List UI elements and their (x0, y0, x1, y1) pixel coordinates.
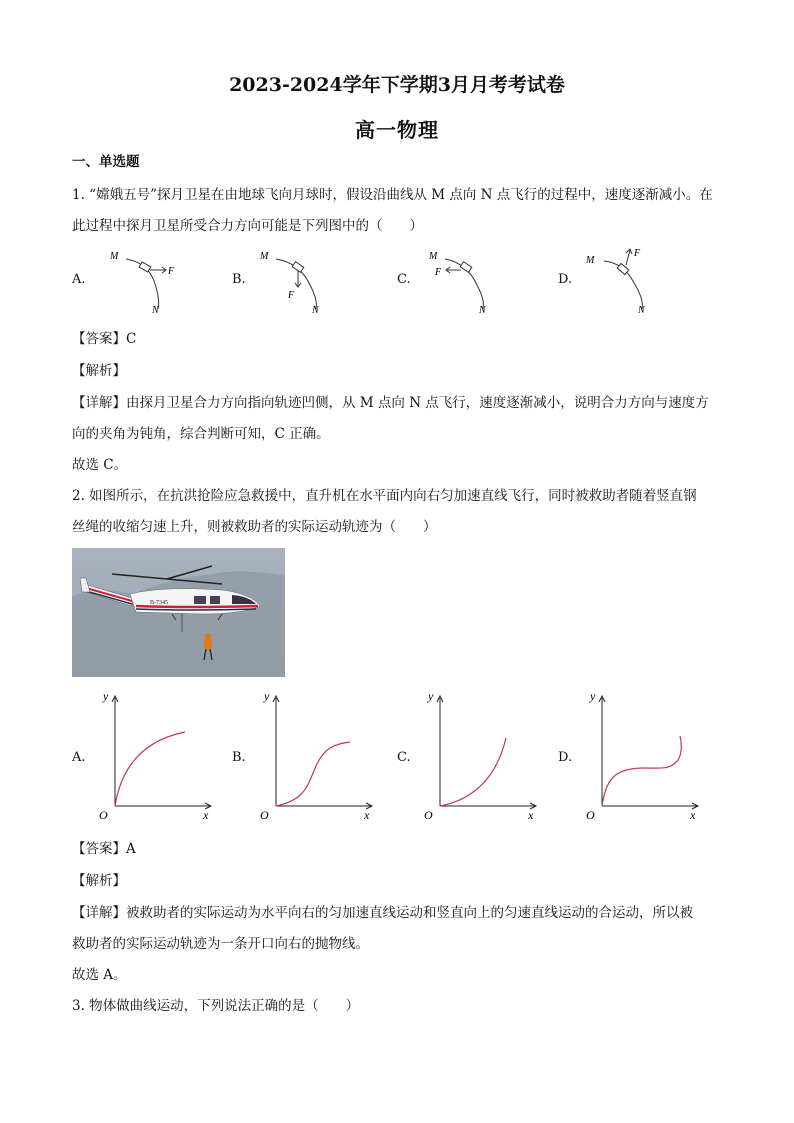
q2-stem-line1: 2. 如图所示，在抗洪抢险应急救援中，直升机在水平面内向右匀加速直线飞行，同时被救助者随着竖直钢 (72, 488, 697, 504)
x-axis-label: x (690, 808, 696, 822)
helicopter-rescue-image (72, 548, 285, 677)
q1-stem-line2: 此过程中探月卫星所受合力方向可能是下列图中的（ ） (72, 218, 423, 234)
origin-label: O (424, 808, 433, 822)
q2-option-c-label: C. (397, 750, 411, 765)
section-heading: 一、单选题 (72, 154, 140, 170)
q1-option-d-figure (574, 245, 674, 317)
q2-option-c-graph (420, 688, 550, 823)
x-axis-label: x (528, 808, 534, 822)
trajectory-curve (440, 738, 506, 806)
q1-option-b-figure (248, 245, 348, 317)
q2-option-a-graph (95, 688, 225, 823)
point-n-label: N (152, 305, 159, 316)
satellite-icon (460, 262, 472, 273)
y-axis-label: y (264, 689, 270, 703)
origin-label: O (99, 808, 108, 822)
q2-option-b-graph (256, 688, 386, 823)
q1-option-c-label: C. (397, 272, 411, 287)
force-label: F (435, 267, 442, 278)
satellite-icon (292, 262, 304, 273)
q1-detail-line2: 向的夹角为钝角，综合判断可知，C 正确。 (72, 426, 330, 442)
origin-label: O (260, 808, 269, 822)
point-n-label: N (638, 305, 645, 316)
satellite-icon (139, 262, 151, 272)
point-n-label: N (479, 305, 486, 316)
force-label: F (288, 290, 295, 301)
trajectory-curve (115, 732, 185, 806)
q2-analysis-label: 【解析】 (72, 873, 126, 889)
y-axis-label: y (590, 689, 596, 703)
point-m-label: M (429, 251, 438, 262)
q2-detail-line1: 【详解】被救助者的实际运动为水平向右的匀加速直线运动和竖直向上的匀速直线运动的合运动，所以被 (72, 905, 693, 921)
q2-option-d-graph (582, 688, 712, 823)
x-axis-label: x (203, 808, 209, 822)
q1-analysis-label: 【解析】 (72, 363, 126, 379)
q3-stem-line1: 3. 物体做曲线运动，下列说法正确的是（ ） (72, 998, 360, 1014)
q1-stem-line1: 1. “嫦娥五号”探月卫星在由地球飞向月球时，假设沿曲线从 M 点向 N 点飞行的过程中，速度逐渐减小。在 (72, 187, 713, 203)
q1-conclusion: 故选 C。 (72, 457, 128, 473)
q1-detail-line1: 【详解】由探月卫星合力方向指向轨迹凹侧，从 M 点向 N 点飞行，速度逐渐减小，说明合力方向与速度方 (72, 395, 709, 411)
force-label: F (634, 248, 641, 259)
point-m-label: M (586, 255, 595, 266)
origin-label: O (586, 808, 595, 822)
q2-conclusion: 故选 A。 (72, 967, 127, 983)
q1-answer: 【答案】C (72, 331, 137, 347)
q2-option-d-label: D. (558, 750, 573, 765)
y-axis-label: y (428, 689, 434, 703)
exam-subtitle: 高一物理 (355, 118, 439, 142)
trajectory-curve (276, 742, 350, 806)
x-axis-label: x (364, 808, 370, 822)
q1-option-b-label: B. (232, 272, 246, 287)
q1-option-d-label: D. (558, 272, 573, 287)
q1-option-c-figure (413, 245, 513, 317)
point-n-label: N (312, 305, 319, 316)
exam-title: 2023-2024学年下学期3月月考考试卷 (229, 74, 565, 96)
helicopter-registration: B-7345 (150, 600, 168, 606)
q2-answer: 【答案】A (72, 841, 136, 857)
q2-detail-line2: 救助者的实际运动轨迹为一条开口向右的抛物线。 (72, 936, 369, 952)
y-axis-label: y (103, 689, 109, 703)
q1-option-a-label: A. (72, 272, 86, 287)
point-m-label: M (110, 251, 119, 262)
q1-option-a-figure (88, 245, 188, 317)
trajectory-curve (602, 736, 681, 806)
force-label: F (168, 266, 175, 277)
q2-option-b-label: B. (232, 750, 246, 765)
helicopter-rescue-photo (72, 548, 285, 677)
q2-option-a-label: A. (72, 750, 86, 765)
point-m-label: M (260, 251, 269, 262)
q2-stem-line2: 丝绳的收缩匀速上升，则被救助者的实际运动轨迹为（ ） (72, 519, 437, 535)
